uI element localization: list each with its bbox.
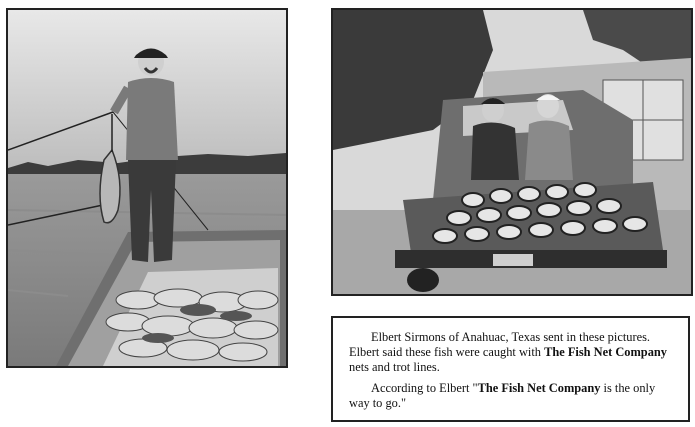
photo-fisherman-in-boat [6,8,288,368]
caption-paragraph-2 [349,381,678,411]
caption-box [331,316,690,422]
company-name-1: The Fish Net Company [544,345,667,359]
photo-truck-with-fish [331,8,693,296]
truck-fish-image [333,10,691,294]
caption-paragraph-1 [349,330,678,375]
caption-text-2a: According to Elbert " [371,381,478,395]
caption-text-2b: is the only way to go." [349,381,656,410]
caption-text-1a: Elbert Sirmons of Anahuac, Texas sent in these pictures. Elbert said these fish were caught with [349,330,651,359]
fisherman-boat-image [8,10,286,366]
company-name-2: The Fish Net Company [477,381,601,395]
caption-text-1b: nets and trot lines. [349,360,440,374]
